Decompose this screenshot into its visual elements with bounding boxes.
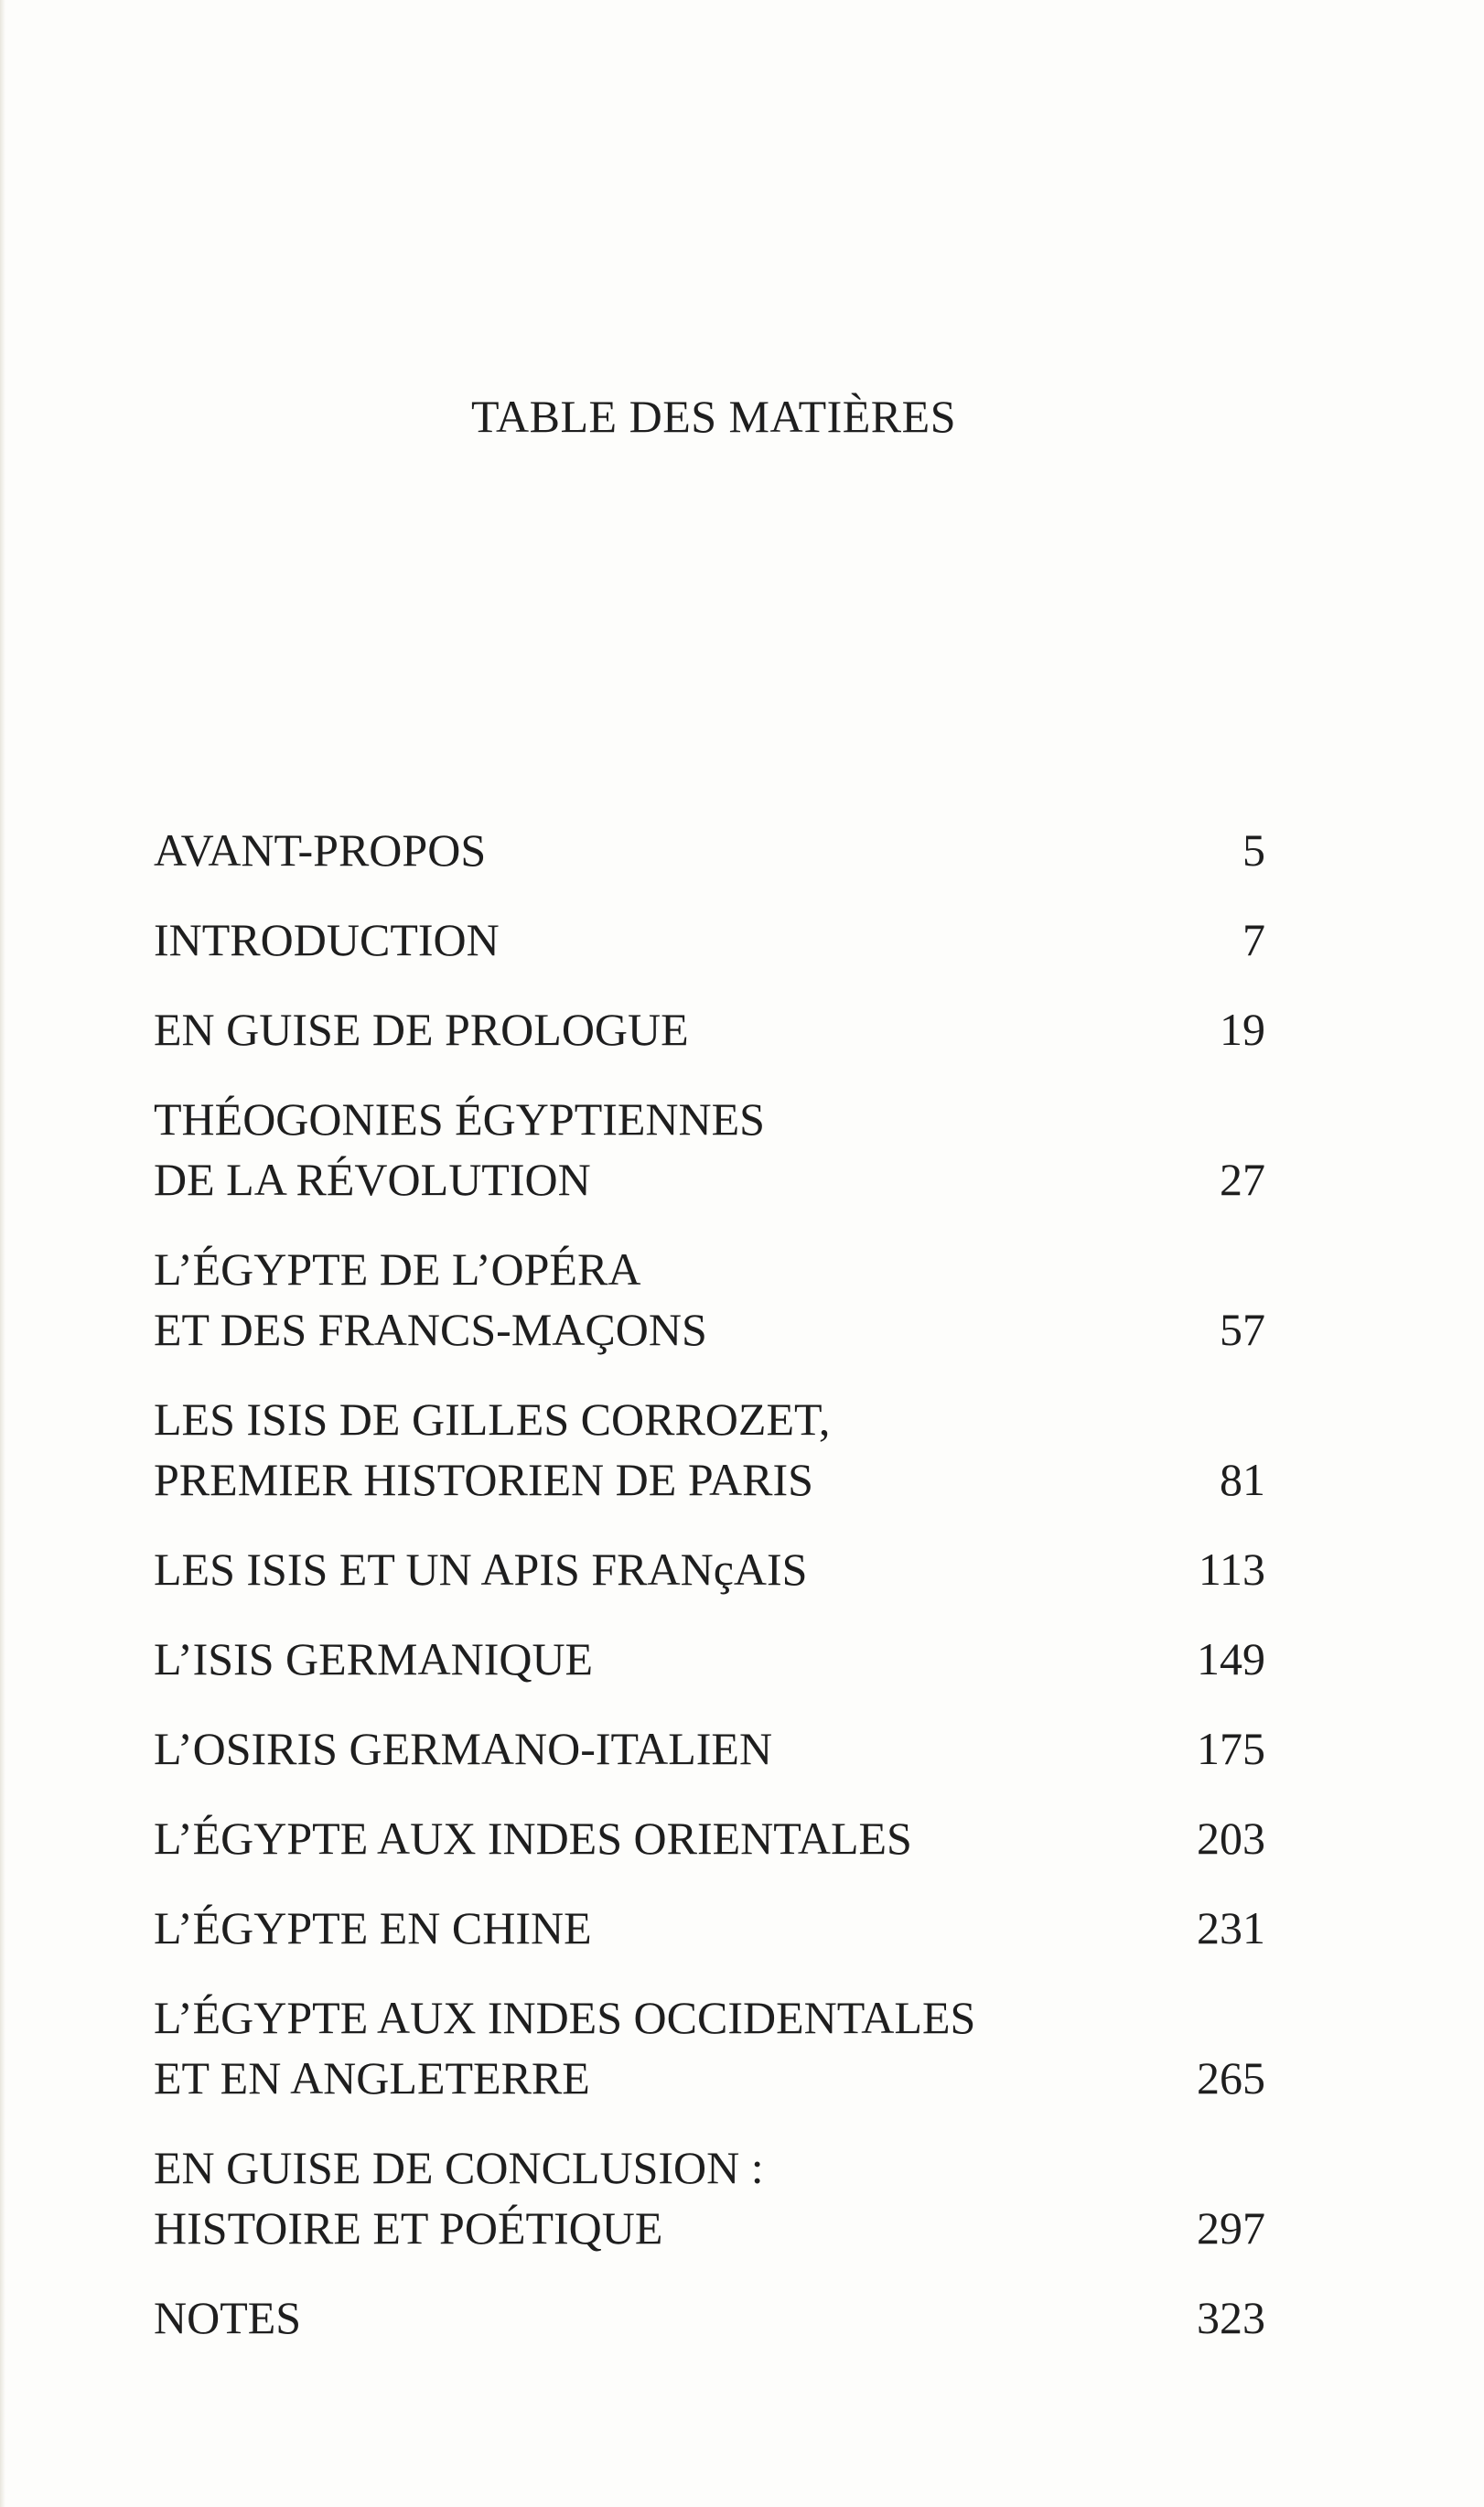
toc-entry-page-number: 81 <box>1220 1454 1265 1505</box>
toc-entry-title-line: L’ÉGYPTE EN CHINE <box>154 1902 592 1953</box>
toc-entry-title-line: EN GUISE DE CONCLUSION : <box>154 2142 764 2193</box>
toc-entry-page-number: 57 <box>1220 1304 1265 1355</box>
toc-entry-title-line: PREMIER HISTORIEN DE PARIS <box>154 1454 813 1505</box>
toc-entry-page-number: 323 <box>1197 2292 1265 2343</box>
toc-entry-title-line: L’ÉGYPTE DE L’OPÉRA <box>154 1243 641 1295</box>
toc-entry-title-line: ET EN ANGLETERRE <box>154 2052 590 2104</box>
toc-entry-title-line: L’OSIRIS GERMANO-ITALIEN <box>154 1723 773 1774</box>
toc-entry-title <box>154 1629 1142 1689</box>
toc-entry-title <box>154 2287 1142 2348</box>
toc-entry-title-line: L’ÉGYPTE AUX INDES ORIENTALES <box>154 1813 912 1864</box>
toc-entry <box>154 1898 1265 1958</box>
toc-entry-page-number: 27 <box>1220 1154 1265 1205</box>
toc-entry <box>154 820 1265 880</box>
toc-entry <box>154 1808 1265 1868</box>
toc-entry <box>154 1239 1265 1360</box>
toc-entry-title <box>154 1239 1142 1360</box>
toc-entry-page-number: 149 <box>1197 1633 1265 1684</box>
toc-entry-title <box>154 1389 1142 1510</box>
toc-entry-title-line: THÉOGONIES ÉGYPTIENNES <box>154 1093 765 1145</box>
toc-entry-title-line: DE LA RÉVOLUTION <box>154 1154 591 1205</box>
toc-entry-page-number: 5 <box>1242 824 1265 876</box>
toc-entry <box>154 999 1265 1060</box>
toc-entry-title <box>154 1808 1142 1868</box>
toc-entry-title-line: L’ISIS GERMANIQUE <box>154 1633 594 1684</box>
toc-entry-page-number: 297 <box>1197 2202 1265 2254</box>
toc-entry <box>154 1539 1265 1599</box>
toc-entry-title-line: NOTES <box>154 2292 302 2343</box>
toc-entry-title-line: EN GUISE DE PROLOGUE <box>154 1004 689 1055</box>
toc-entry <box>154 2287 1265 2348</box>
toc-entry-title-line: ET DES FRANCS-MAÇONS <box>154 1304 707 1355</box>
toc-entry-title <box>154 1539 1142 1599</box>
toc-entry-title <box>154 1898 1142 1958</box>
toc-entry-page-number: 7 <box>1242 914 1265 965</box>
toc-entry <box>154 1718 1265 1779</box>
toc-entry <box>154 2137 1265 2258</box>
table-of-contents <box>154 820 1265 2377</box>
toc-entry <box>154 1987 1265 2108</box>
page-edge-shadow <box>0 0 5 2507</box>
toc-entry-page-number: 113 <box>1198 1544 1265 1595</box>
toc-entry-title-line: LES ISIS ET UN APIS FRANçAIS <box>154 1544 808 1595</box>
toc-entry-title <box>154 909 1142 970</box>
toc-entry-title-line: INTRODUCTION <box>154 914 500 965</box>
toc-entry-title <box>154 1987 1142 2108</box>
toc-entry-title <box>154 1089 1142 1210</box>
toc-entry-page-number: 19 <box>1220 1004 1265 1055</box>
toc-entry-page-number: 175 <box>1197 1723 1265 1774</box>
toc-entry <box>154 1389 1265 1510</box>
toc-entry-title <box>154 2137 1142 2258</box>
toc-entry-title-line: HISTOIRE ET POÉTIQUE <box>154 2202 663 2254</box>
toc-entry <box>154 909 1265 970</box>
toc-entry <box>154 1089 1265 1210</box>
page-title: TABLE DES MATIÈRES <box>471 391 956 442</box>
toc-entry-title <box>154 1718 1142 1779</box>
toc-entry-title <box>154 820 1142 880</box>
toc-entry-title-line: LES ISIS DE GILLES CORROZET, <box>154 1393 831 1445</box>
toc-entry-page-number: 231 <box>1197 1902 1265 1953</box>
toc-entry-title <box>154 999 1142 1060</box>
toc-entry-title-line: AVANT-PROPOS <box>154 824 487 876</box>
toc-entry <box>154 1629 1265 1689</box>
toc-entry-title-line: L’ÉGYPTE AUX INDES OCCIDENTALES <box>154 1992 976 2043</box>
toc-entry-page-number: 203 <box>1197 1813 1265 1864</box>
toc-entry-page-number: 265 <box>1197 2052 1265 2104</box>
